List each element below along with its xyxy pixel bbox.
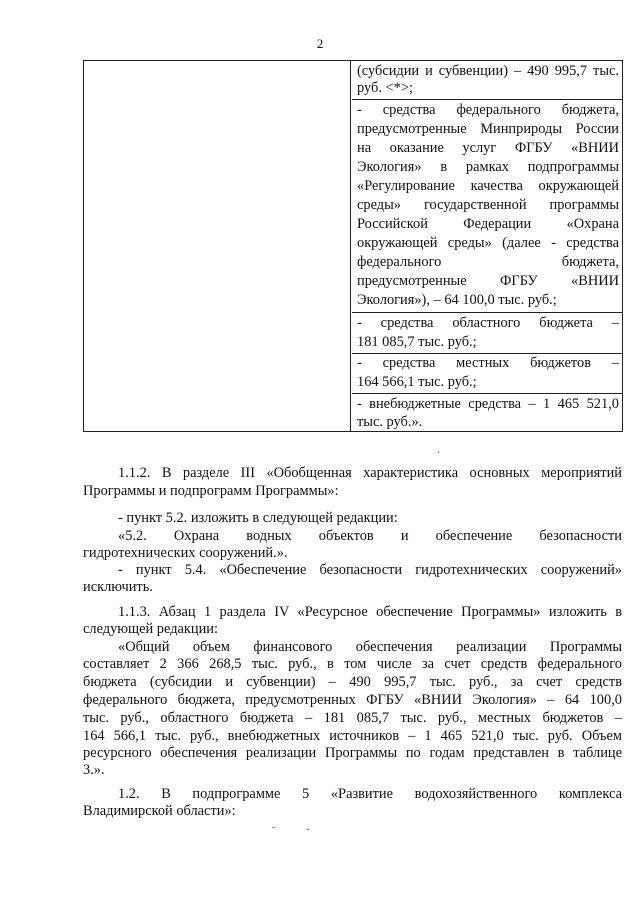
- funding-line: среды» государственной программы: [357, 197, 619, 213]
- funding-line: - средства областного бюджета –: [357, 315, 619, 331]
- scan-speck: ˘: [272, 826, 276, 837]
- paragraph-line: исключить.: [83, 579, 153, 595]
- paragraph-line: гидротехнических сооружений.».: [83, 545, 288, 561]
- funding-line: руб. <*>;: [357, 80, 413, 96]
- row-separator: [352, 99, 622, 100]
- funding-line: Экология»), – 64 100,0 тыс. руб.;: [357, 292, 557, 308]
- table-column-divider: [350, 61, 351, 431]
- paragraph-line: составляет 2 366 268,5 тыс. руб., в том числе за счет средств федерального: [83, 656, 622, 672]
- funding-line: окружающей среды» (далее - средства: [357, 235, 619, 251]
- paragraph-line: 1.1.2. В разделе III «Обобщенная характеристика основных мероприятий: [118, 465, 622, 481]
- funding-line: - средства федерального бюджета,: [357, 102, 619, 118]
- paragraph-line: тыс. руб., областного бюджета – 181 085,7 тыс. руб., местных бюджетов –: [83, 710, 622, 726]
- scan-speck: ˘: [306, 828, 310, 839]
- paragraph-line: «5.2. Охрана водных объектов и обеспечение безопасности: [118, 528, 622, 544]
- funding-line: федерального бюджета,: [357, 254, 619, 270]
- paragraph-line: «Общий объем финансового обеспечения реализации Программы: [118, 639, 622, 655]
- scan-speck: ·: [437, 448, 441, 459]
- funding-line: предусмотренные Минприроды России: [357, 121, 619, 137]
- funding-line: 164 566,1 тыс. руб.;: [357, 374, 477, 390]
- funding-line: «Регулирование качества окружающей: [357, 178, 619, 194]
- funding-line: - внебюджетные средства – 1 465 521,0: [357, 396, 619, 412]
- paragraph-line: Программы и подпрограмм Программы»:: [83, 483, 339, 499]
- funding-line: предусмотренные ФГБУ «ВНИИ: [357, 273, 619, 289]
- paragraph-line: 1.2. В подпрограмме 5 «Развитие водохозяйственного комплекса: [118, 786, 622, 802]
- paragraph-line: ресурсного обеспечения реализации Программы по годам представлен в таблице: [83, 745, 622, 761]
- row-separator: [352, 353, 622, 354]
- paragraph-line: федерального бюджета, предусмотренных ФГБУ «ВНИИ Экология» – 64 100,0: [83, 692, 622, 708]
- row-separator: [352, 312, 622, 313]
- paragraph-line: Владимирской области»:: [83, 803, 236, 819]
- row-separator: [352, 393, 622, 394]
- funding-line: на оказание услуг ФГБУ «ВНИИ: [357, 140, 619, 156]
- funding-line: Экология» в рамках подпрограммы: [357, 159, 619, 175]
- paragraph-line: следующей редакции:: [83, 621, 218, 637]
- paragraph-line: 164 566,1 тыс. руб., внебюджетных источников – 1 465 521,0 тыс. руб. Объем: [83, 728, 622, 744]
- funding-line: - средства местных бюджетов –: [357, 355, 619, 371]
- paragraph-line: - пункт 5.2. изложить в следующей редакции:: [118, 510, 398, 526]
- paragraph-line: - пункт 5.4. «Обеспечение безопасности гидротехнических сооружений»: [118, 562, 622, 578]
- funding-cell: [352, 61, 622, 431]
- paragraph-line: 3.».: [83, 762, 105, 778]
- paragraph-line: бюджета (субсидии и субвенции) – 490 995,7 тыс. руб., за счет средств: [83, 674, 622, 690]
- funding-line: Российской Федерации «Охрана: [357, 216, 619, 232]
- page-number: 2: [316, 36, 324, 51]
- funding-line: (субсидии и субвенции) – 490 995,7 тыс.: [357, 63, 619, 79]
- funding-table: [83, 60, 623, 432]
- paragraph-line: 1.1.3. Абзац 1 раздела IV «Ресурсное обеспечение Программы» изложить в: [118, 604, 622, 620]
- funding-line: тыс. руб.».: [357, 414, 423, 430]
- funding-line: 181 085,7 тыс. руб.;: [357, 334, 477, 350]
